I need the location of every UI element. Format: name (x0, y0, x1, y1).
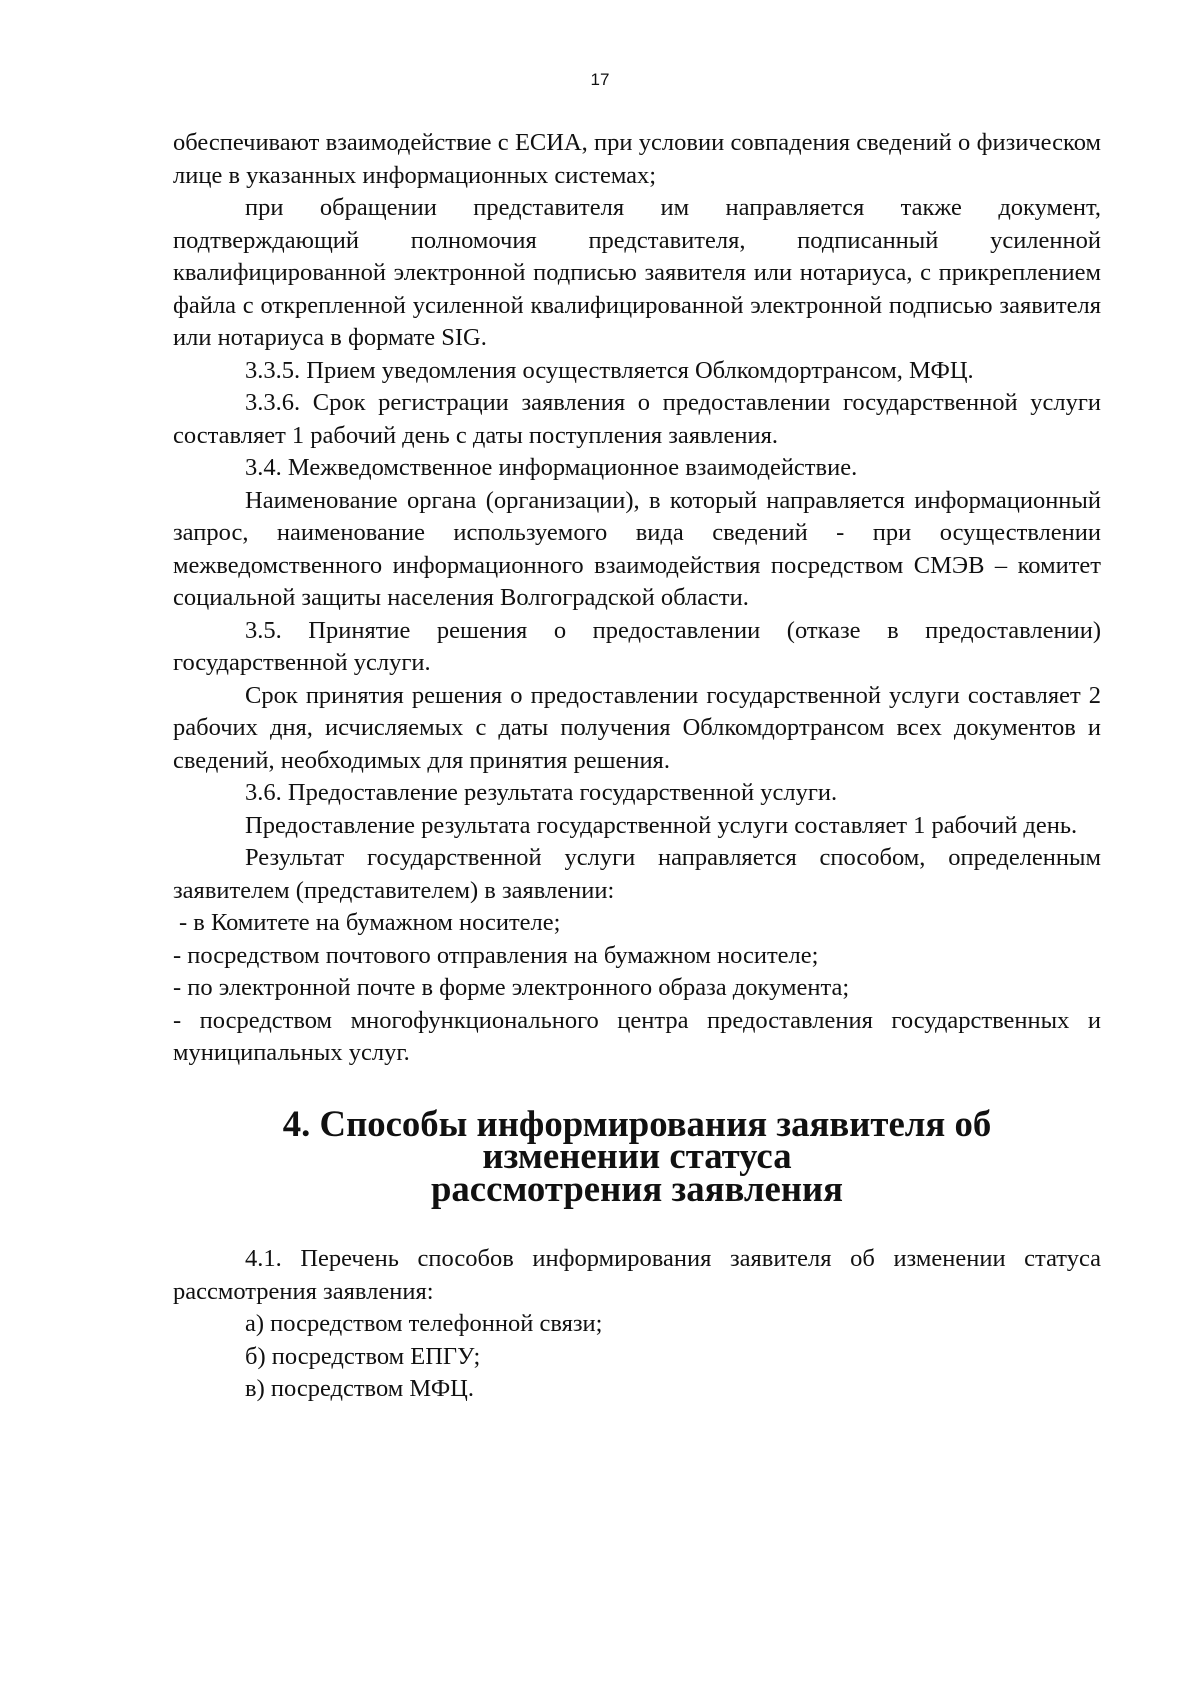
paragraph-4-1: 4.1. Перечень способов информирования заявителя об изменении статуса рассмотрения заявления: (173, 1245, 1101, 1305)
list-item: в) посредством МФЦ. (245, 1375, 474, 1402)
paragraph-3-4: 3.4. Межведомственное информационное взаимодействие. (245, 454, 858, 481)
list-item: - посредством многофункционального центра предоставления государственных и муниципальных услуг. (173, 1006, 1101, 1066)
section-heading-line-2: рассмотрения заявления (430, 1167, 844, 1209)
paragraph-3-3-5: 3.3.5. Прием уведомления осуществляется Облкомдортрансом, МФЦ. (245, 356, 974, 384)
document-body (173, 127, 1101, 1406)
paragraph-agency-name: Наименование органа (организации), в который направляется информационный запрос, наименование используемого вида сведений - при осуществлении межведомственного информационного взаимодействия посредством СМЭВ – комитет социальной защиты населения Волгоградской области. (173, 486, 1101, 611)
paragraph-esia-interaction: обеспечивают взаимодействие с ЕСИА, при условии совпадения сведений о физическом лице в указанных информационных системах; (173, 129, 1101, 189)
paragraph-3-5: 3.5. Принятие решения о предоставлении (отказе в предоставлении) государственной услуги. (173, 616, 1101, 676)
list-item: - по электронной почте в форме электронного образа документа; (173, 974, 850, 1001)
list-item: б) посредством ЕПГУ; (245, 1342, 481, 1370)
list-item: а) посредством телефонной связи; (245, 1310, 603, 1337)
paragraph-3-6: 3.6. Предоставление результата государственной услуги. (245, 779, 838, 806)
paragraph-representative-document: при обращении представителя им направляется также документ, подтверждающий полномочия представителя, подписанный усиленной квалифицированной электронной подписью заявителя или нотариуса, с прикреплением файла с открепленной усиленной квалифицированной электронной подписью заявителя или нотариуса в формате SIG. (173, 194, 1101, 351)
section-heading-line-1: 4. Способы информирования заявителя об изменении статуса (282, 1102, 992, 1176)
section-heading (173, 1102, 1101, 1209)
paragraph-decision-term: Срок принятия решения о предоставлении государственной услуги составляет 2 рабочих дня, исчисляемых с даты получения Облкомдортрансом всех документов и сведений, необходимых для принятия решения. (173, 681, 1101, 774)
list-item: - посредством почтового отправления на бумажном носителе; (173, 941, 819, 969)
paragraph-result-method: Результат государственной услуги направляется способом, определенным заявителем (представителем) в заявлении: (173, 844, 1101, 904)
page-number: 17 (590, 70, 610, 89)
list-item: - в Комитете на бумажном носителе; (179, 909, 561, 936)
paragraph-result-term: Предоставление результата государственной услуги составляет 1 рабочий день. (245, 811, 1078, 839)
paragraph-3-3-6: 3.3.6. Срок регистрации заявления о предоставлении государственной услуги составляет 1 рабочий день с даты поступления заявления. (173, 389, 1101, 449)
